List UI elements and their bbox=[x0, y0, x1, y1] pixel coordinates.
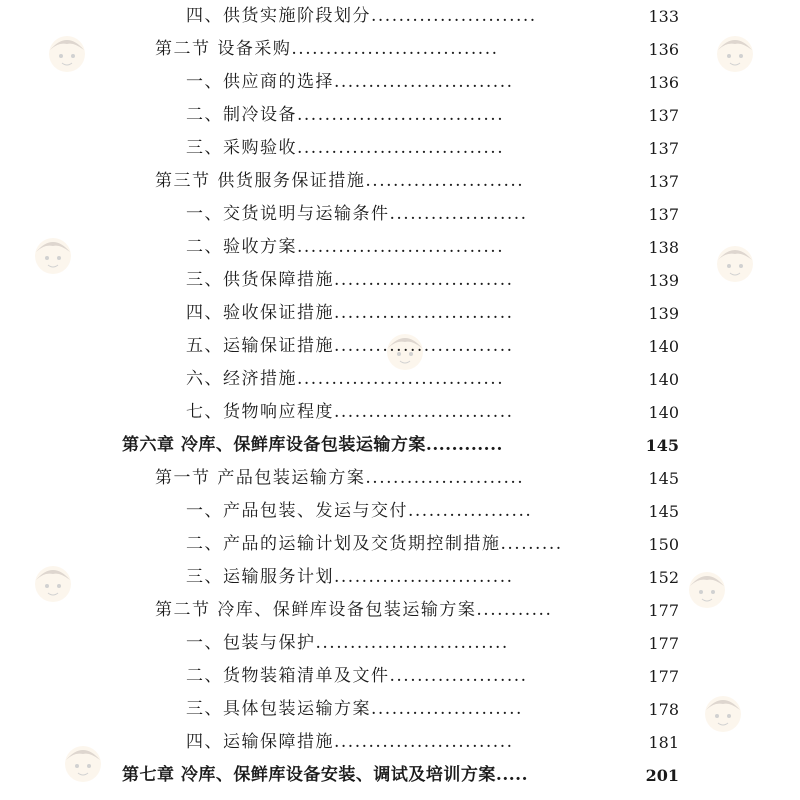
toc-entry-title: 二、产品的运输计划及交货期控制措施......... bbox=[186, 534, 563, 554]
toc-entry-title: 第一节 产品包装运输方案....................... bbox=[155, 468, 525, 488]
toc-page-number: 145 bbox=[645, 436, 679, 455]
toc-row[interactable] bbox=[0, 231, 800, 264]
toc-chapter-title: 第六章 冷库、保鲜库设备包装运输方案............ bbox=[122, 435, 503, 455]
toc-entry-title: 四、验收保证措施.......................... bbox=[186, 303, 514, 323]
toc-row[interactable] bbox=[0, 528, 800, 561]
toc-page-number: 150 bbox=[648, 535, 679, 554]
toc-entry-title: 三、运输服务计划.......................... bbox=[186, 567, 514, 587]
toc-page-number: 133 bbox=[648, 7, 679, 26]
toc-page-number: 145 bbox=[648, 469, 679, 488]
toc-row[interactable] bbox=[0, 693, 800, 726]
toc-page-number: 139 bbox=[648, 304, 679, 323]
toc-page-number: 152 bbox=[648, 568, 679, 587]
toc-page-number: 137 bbox=[648, 139, 679, 158]
toc-page-number: 140 bbox=[648, 403, 679, 422]
toc-entry-title: 一、供应商的选择.......................... bbox=[186, 72, 514, 92]
toc-page-number: 177 bbox=[648, 667, 679, 686]
toc-page-number: 177 bbox=[648, 601, 679, 620]
toc-entry-title: 四、运输保障措施.......................... bbox=[186, 732, 514, 752]
toc-page-number: 136 bbox=[648, 73, 679, 92]
toc-row[interactable] bbox=[0, 264, 800, 297]
toc-entry-title: 第二节 设备采购.............................. bbox=[155, 39, 499, 59]
toc-page-number: 178 bbox=[648, 700, 679, 719]
toc-row[interactable] bbox=[0, 660, 800, 693]
toc-row[interactable] bbox=[0, 99, 800, 132]
toc-page-number: 138 bbox=[648, 238, 679, 257]
toc-page-number: 137 bbox=[648, 172, 679, 191]
toc-row[interactable] bbox=[0, 495, 800, 528]
toc-page-number: 201 bbox=[645, 766, 679, 785]
toc-row[interactable] bbox=[0, 165, 800, 198]
toc-entry-title: 第二节 冷库、保鲜库设备包装运输方案........... bbox=[155, 600, 553, 620]
toc-row[interactable] bbox=[0, 594, 800, 627]
toc-chapter-row[interactable] bbox=[0, 759, 800, 792]
toc-row[interactable] bbox=[0, 66, 800, 99]
toc-page-number: 145 bbox=[648, 502, 679, 521]
toc-row[interactable] bbox=[0, 726, 800, 759]
toc-row[interactable] bbox=[0, 462, 800, 495]
toc-page-number: 139 bbox=[648, 271, 679, 290]
toc-row[interactable] bbox=[0, 297, 800, 330]
toc-entry-title: 七、货物响应程度.......................... bbox=[186, 402, 514, 422]
toc-row[interactable] bbox=[0, 363, 800, 396]
toc-page-number: 140 bbox=[648, 337, 679, 356]
toc-entry-title: 三、供货保障措施.......................... bbox=[186, 270, 514, 290]
toc-row[interactable] bbox=[0, 627, 800, 660]
toc-row[interactable] bbox=[0, 0, 800, 33]
toc-page-number: 181 bbox=[648, 733, 679, 752]
toc-row[interactable] bbox=[0, 330, 800, 363]
toc-chapter-row[interactable] bbox=[0, 429, 800, 462]
toc-row[interactable] bbox=[0, 33, 800, 66]
toc-entry-title: 四、供货实施阶段划分........................ bbox=[186, 6, 537, 26]
toc-entry-title: 二、制冷设备.............................. bbox=[186, 105, 505, 125]
toc-entry-title: 六、经济措施.............................. bbox=[186, 369, 505, 389]
toc-page-number: 137 bbox=[648, 205, 679, 224]
toc-row[interactable] bbox=[0, 132, 800, 165]
toc-chapter-title: 第七章 冷库、保鲜库设备安装、调试及培训方案..... bbox=[122, 765, 529, 785]
toc-entry-title: 五、运输保证措施.......................... bbox=[186, 336, 514, 356]
toc-entry-title: 二、验收方案.............................. bbox=[186, 237, 505, 257]
toc-row[interactable] bbox=[0, 561, 800, 594]
toc-entry-title: 一、交货说明与运输条件.................... bbox=[186, 204, 528, 224]
toc-entry-title: 一、包装与保护............................ bbox=[186, 633, 509, 653]
toc-page-number: 136 bbox=[648, 40, 679, 59]
toc-entry-title: 三、具体包装运输方案...................... bbox=[186, 699, 523, 719]
toc-entry-title: 第三节 供货服务保证措施....................... bbox=[155, 171, 525, 191]
toc-entry-title: 二、货物装箱清单及文件.................... bbox=[186, 666, 528, 686]
toc-page-number: 177 bbox=[648, 634, 679, 653]
toc-row[interactable] bbox=[0, 396, 800, 429]
toc-entry-title: 一、产品包装、发运与交付.................. bbox=[186, 501, 533, 521]
toc-page-number: 140 bbox=[648, 370, 679, 389]
toc-entry-title: 三、采购验收.............................. bbox=[186, 138, 505, 158]
toc-page-number: 137 bbox=[648, 106, 679, 125]
toc-row[interactable] bbox=[0, 198, 800, 231]
